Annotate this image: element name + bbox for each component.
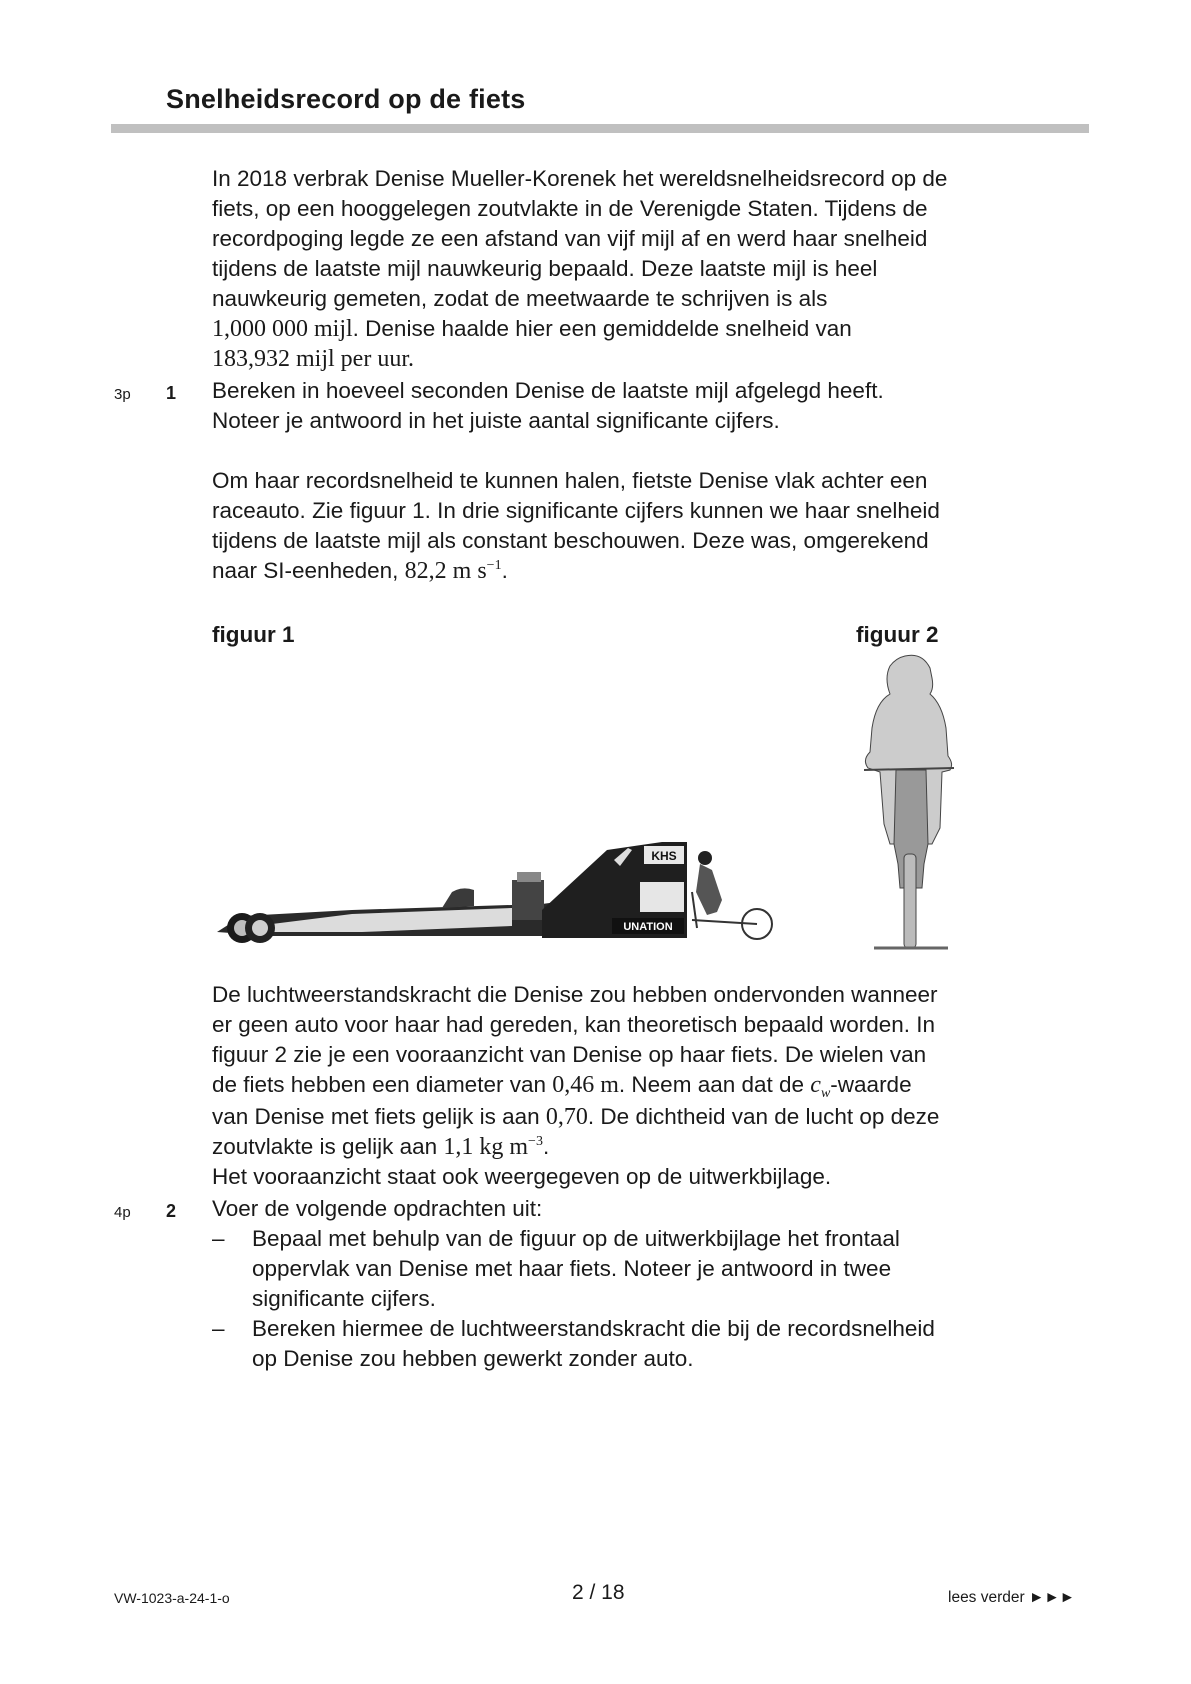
- context-text: zoutvlakte is gelijk aan: [212, 1134, 444, 1159]
- question-1-number: 1: [166, 383, 177, 403]
- context-line: raceauto. Zie figuur 1. In drie significante cijfers kunnen we haar snelheid: [212, 498, 940, 523]
- air-density-exponent: −3: [528, 1134, 543, 1149]
- bullet-line: Bereken hiermee de luchtweerstandskracht die bij de recordsnelheid: [252, 1316, 935, 1341]
- figure-2-front-view-image: [850, 648, 970, 953]
- figure-1-label: figuur 1: [212, 622, 295, 647]
- question-2-intro: Voer de volgende opdrachten uit:: [212, 1196, 543, 1221]
- context-text: de fiets hebben een diameter van: [212, 1072, 553, 1097]
- question-1-text: [212, 376, 1062, 436]
- continue-label: lees verder ►►►: [948, 1589, 1076, 1606]
- question-2-number: 2: [166, 1201, 177, 1221]
- question-1-points: 3p: [114, 386, 131, 403]
- exam-code: VW-1023-a-24-1-o: [114, 1590, 230, 1606]
- context-line: [212, 1102, 1062, 1132]
- bullet-line: oppervlak van Denise met haar fiets. Noteer je antwoord in twee: [252, 1256, 892, 1281]
- intro-line: [212, 344, 1062, 374]
- section-title: Snelheidsrecord op de fiets: [166, 84, 526, 114]
- cw-subscript: w: [820, 1086, 831, 1101]
- context-text: . De dichtheid van de lucht op deze: [587, 1104, 940, 1129]
- context-line: er geen auto voor haar had gereden, kan theoretisch bepaald worden. In: [212, 1012, 936, 1037]
- context-text: . Neem aan dat de: [618, 1072, 811, 1097]
- context-text: naar SI-eenheden,: [212, 558, 405, 583]
- cw-letter: c: [810, 1072, 821, 1098]
- intro-line: recordpoging legde ze een afstand van vijf mijl af en werd haar snelheid: [212, 226, 928, 251]
- bullet-dash: –: [212, 1316, 225, 1341]
- intro-text: . Denise haalde hier een gemiddelde snelheid van: [352, 316, 852, 341]
- si-speed-exponent: −1: [486, 558, 502, 573]
- context-line: Om haar recordsnelheid te kunnen halen, fietste Denise vlak achter een: [212, 468, 928, 493]
- speed-value: 183,932 mijl per uur.: [212, 346, 414, 372]
- intro-line: nauwkeurig gemeten, zodat de meetwaarde te schrijven is als: [212, 286, 828, 311]
- decal-khs-text: KHS: [651, 849, 677, 863]
- intro-line: fiets, op een hooggelegen zoutvlakte in de Verenigde Staten. Tijdens de: [212, 196, 928, 221]
- bullet-dash: –: [212, 1226, 225, 1251]
- bicycle-wheel-front: [904, 854, 916, 948]
- front-wheel-2-hub: [252, 920, 268, 936]
- context-text: .: [501, 558, 508, 583]
- context-line: figuur 2 zie je een vooraanzicht van Denise op haar fiets. De wielen van: [212, 1042, 927, 1067]
- intro-line: tijdens de laatste mijl nauwkeurig bepaald. Deze laatste mijl is heel: [212, 256, 878, 281]
- bullet-line: op Denise zou hebben gewerkt zonder auto.: [252, 1346, 694, 1371]
- bullet-text: [252, 1224, 1052, 1314]
- bicycle-frame: [692, 920, 757, 924]
- dragster-engine: [512, 880, 544, 920]
- context-line: Het vooraanzicht staat ook weergegeven op de uitwerkbijlage.: [212, 1164, 832, 1189]
- question-2-points: 4p: [114, 1204, 131, 1221]
- cw-symbol: [810, 1072, 831, 1101]
- bullet-text: [252, 1314, 1052, 1374]
- cw-value: 0,70: [545, 1104, 588, 1130]
- question-line: Noteer je antwoord in het juiste aantal significante cijfers.: [212, 408, 780, 433]
- intro-paragraph: [212, 164, 1062, 374]
- figure-1-dragster-image: [212, 820, 792, 950]
- context-text: -waarde: [830, 1072, 912, 1097]
- context-text: van Denise met fiets gelijk is aan: [212, 1104, 546, 1129]
- si-speed-number: 82,2 m s: [404, 558, 487, 584]
- bicycle-fork: [692, 892, 697, 928]
- cyclist-head: [698, 851, 712, 865]
- context-line: [212, 1070, 1062, 1100]
- context-paragraph-3: [212, 980, 1062, 1192]
- page-number: 2 / 18: [572, 1581, 625, 1604]
- bullet-line: Bepaal met behulp van de figuur op de uitwerkbijlage het frontaal: [252, 1226, 900, 1251]
- title-rule: [111, 124, 1089, 133]
- cyclist-body: [696, 864, 722, 915]
- intro-line: In 2018 verbrak Denise Mueller-Korenek het wereldsnelheidsrecord op de: [212, 166, 948, 191]
- wheel-diameter-value: 0,46 m: [552, 1072, 619, 1098]
- air-density-value: [443, 1134, 543, 1160]
- engine-blower: [517, 872, 541, 882]
- context-paragraph-2: [212, 466, 1062, 586]
- decal-unation-text: UNATION: [623, 921, 673, 933]
- context-text: .: [542, 1134, 550, 1159]
- question-line: Bereken in hoeveel seconden Denise de laatste mijl afgelegd heeft.: [212, 378, 884, 403]
- distance-value: 1,000 000 mijl: [212, 316, 353, 342]
- si-speed-value: [405, 558, 502, 584]
- figure-2-label: figuur 2: [856, 622, 939, 647]
- context-line: tijdens de laatste mijl als constant beschouwen. Deze was, omgerekend: [212, 528, 929, 553]
- context-line: [212, 1132, 1062, 1162]
- decal-rompelberg: [640, 882, 684, 912]
- intro-line: [212, 314, 1062, 344]
- context-line: [212, 556, 1062, 586]
- bullet-line: significante cijfers.: [252, 1286, 436, 1311]
- dragster-cockpit: [442, 888, 474, 908]
- context-line: De luchtweerstandskracht die Denise zou hebben ondervonden wanneer: [212, 982, 938, 1007]
- air-density-number: 1,1 kg m: [443, 1134, 529, 1160]
